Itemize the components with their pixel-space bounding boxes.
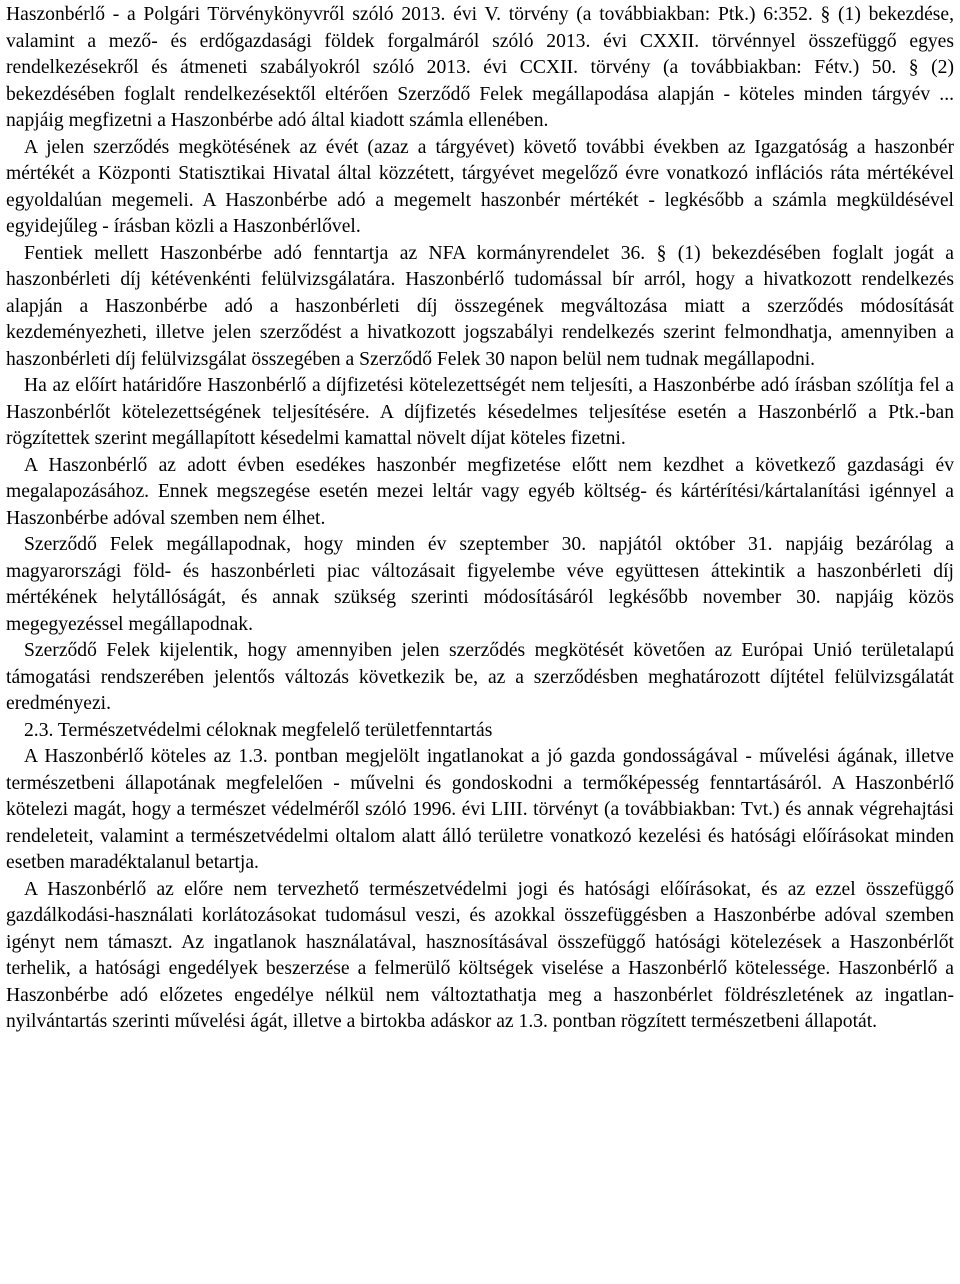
paragraph: Fentiek mellett Haszonbérbe adó fenntartja az NFA kormányrendelet 36. § (1) bekezdésében foglalt jogát a haszonbérleti díj kétévenkénti felülvizsgálatára. Haszonbérlő tudomással bír arról, hogy a hivatkozott rendelkezés alapján a Haszonbérbe adó a haszonbérleti díj összegének megváltozása miatt a szerződés módosítását kezdeményezheti, illetve jelen szerződést a hivatkozott jogszabályi rendelkezés szerint felmondhatja, amennyiben a haszonbérleti díj felülvizsgálat összegében a Szerződő Felek 30 napon belül nem tudnak megállapodni. [6, 242, 954, 370]
paragraph: A Haszonbérlő köteles az 1.3. pontban megjelölt ingatlanokat a jó gazda gondosságával - művelési ágának, illetve természetbeni állapotának megfelelően - művelni és gondoskodni a termőképesség fenntartásáról. A Haszonbérlő kötelezi magát, hogy a természet védelméről szóló 1996. évi LIII. törvényt (a továbbiakban: Tvt.) és annak végrehajtási rendeleteit, valamint a természetvédelmi oltalom alatt álló területre vonatkozó kezelési és hatósági előírásokat minden esetben maradéktalanul betartja. [6, 746, 954, 873]
paragraph: A jelen szerződés megkötésének az évét (azaz a tárgyévet) követő további években az Igazgatóság a haszonbér mértékét a Központi Statisztikai Hivatal által közzétett, tárgyévet megelőző évre vonatkozó inflációs ráta mértékével egyoldalúan megemeli. A Haszonbérbe adó a megemelt haszonbér mértékét - legkésőbb a számla megküldésével egyidejűleg - írásban közli a Haszonbérlővel. [6, 136, 954, 237]
paragraph: Haszonbérlő - a Polgári Törvénykönyvről szóló 2013. évi V. törvény (a továbbiakban: Ptk.) 6:352. § (1) bekezdése, valamint a mező- és erdőgazdasági földek forgalmáról szóló 2013. évi CXXII. törvénnyel összefüggő egyes rendelkezésekről és átmeneti szabályokról szóló 2013. évi CCXII. törvény (a továbbiakban: Fétv.) 50. § (2) bekezdésében foglalt rendelkezésektől eltérően Szerződő Felek megállapodása alapján - köteles minden tárgyév ... napjáig megfizetni a Haszonbérbe adó által kiadott számla ellenében. [6, 4, 954, 131]
paragraph: Szerződő Felek kijelentik, hogy amennyiben jelen szerződés megkötését követően az Európai Unió területalapú támogatási rendszerében jelentős változás következik be, az a szerződésben meghatározott díjtétel felülvizsgálatát eredményezi. [6, 640, 954, 714]
paragraph: Szerződő Felek megállapodnak, hogy minden év szeptember 30. napjától október 31. napjáig bezárólag a magyarországi föld- és haszonbérleti piac változásait figyelembe véve együttesen áttekintik a haszonbérleti díj mértékének helytállóságát, és annak szükség szerinti módosításáról legkésőbb november 30. napjáig közös megegyezéssel megállapodnak. [6, 534, 954, 635]
paragraph: A Haszonbérlő az adott évben esedékes haszonbér megfizetése előtt nem kezdhet a következő gazdasági év megalapozásához. Ennek megszegése esetén mezei leltár vagy egyéb költség- és kártérítési/kártalanítási igénnyel a Haszonbérbe adóval szemben nem élhet. [6, 454, 954, 529]
paragraph: Ha az előírt határidőre Haszonbérlő a díjfizetési kötelezettségét nem teljesíti, a Haszonbérbe adó írásban szólítja fel a Haszonbérlőt kötelezettségének teljesítésére. A díjfizetés késedelmes teljesítése esetén a Haszonbérlő a Ptk.-ban rögzítettek szerint megállapított késedelmi kamattal növelt díjat köteles fizetni. [6, 375, 954, 449]
paragraph: 2.3. Természetvédelmi céloknak megfelelő területfenntartás [24, 719, 493, 741]
document-body [6, 2, 954, 1036]
paragraph: A Haszonbérlő az előre nem tervezhető természetvédelmi jogi és hatósági előírásokat, és az ezzel összefüggő gazdálkodási-használati korlátozásokat tudomásul veszi, és azokkal összefüggésben a Haszonbérbe adóval szemben igényt nem támaszt. Az ingatlanok használatával, hasznosításával összefüggő hatósági kötelezések a Haszonbérlőt terhelik, a hatósági engedélyek beszerzése a felmerülő költségek viselése a Haszonbérlő kötelessége. Haszonbérlő a Haszonbérbe adó előzetes engedélye nélkül nem változtathatja meg a haszonbérlet földrészletének az ingatlan-nyilvántartás szerinti művelési ágát, illetve a birtokba adáskor az 1.3. pontban rögzített természetbeni állapotát. [6, 878, 954, 1032]
